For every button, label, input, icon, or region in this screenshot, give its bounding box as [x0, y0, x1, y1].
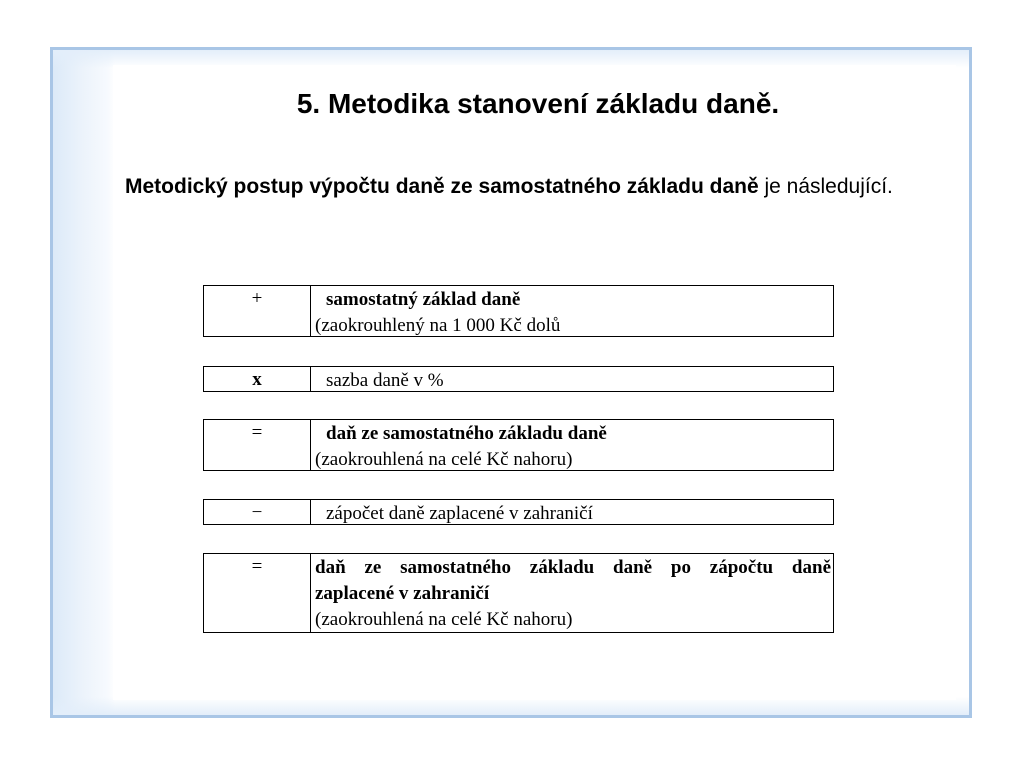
calc-step-5 — [203, 553, 834, 633]
intro-paragraph — [125, 172, 945, 201]
calc-step-4 — [203, 499, 834, 525]
intro-rest-text: je následující. — [758, 175, 893, 198]
step-1-title: samostatný základ daně — [326, 289, 521, 310]
operator-equals-final: = — [204, 554, 311, 632]
step-3-description — [311, 420, 833, 470]
step-4-title: zápočet daně zaplacené v zahraničí — [326, 503, 593, 524]
step-2-title: sazba daně v % — [326, 370, 444, 391]
operator-minus: − — [204, 500, 311, 524]
step-1-description — [311, 286, 833, 336]
step-5-description — [311, 554, 833, 632]
step-3-note: (zaokrouhlená na celé Kč nahoru) — [315, 449, 573, 470]
operator-multiply: x — [204, 367, 311, 391]
operator-equals: = — [204, 420, 311, 470]
calc-step-1 — [203, 285, 834, 337]
step-5-title-line-1: daň ze samostatného základu daně po zápočtu daně — [315, 557, 831, 578]
operator-plus: + — [204, 286, 311, 336]
intro-bold-text: Metodický postup výpočtu daně ze samostatného základu daně — [125, 175, 759, 198]
calc-step-3 — [203, 419, 834, 471]
step-5-note: (zaokrouhlená na celé Kč nahoru) — [315, 609, 573, 630]
step-2-description — [311, 367, 833, 391]
slide-title: 5. Metodika stanovení základu daně. — [296, 88, 780, 119]
step-1-note: (zaokrouhlený na 1 000 Kč dolů — [315, 315, 561, 336]
calc-step-2 — [203, 366, 834, 392]
step-5-title-line-2: zaplacené v zahraničí — [315, 583, 490, 604]
step-4-description — [311, 500, 833, 524]
step-3-title: daň ze samostatného základu daně — [326, 423, 607, 444]
